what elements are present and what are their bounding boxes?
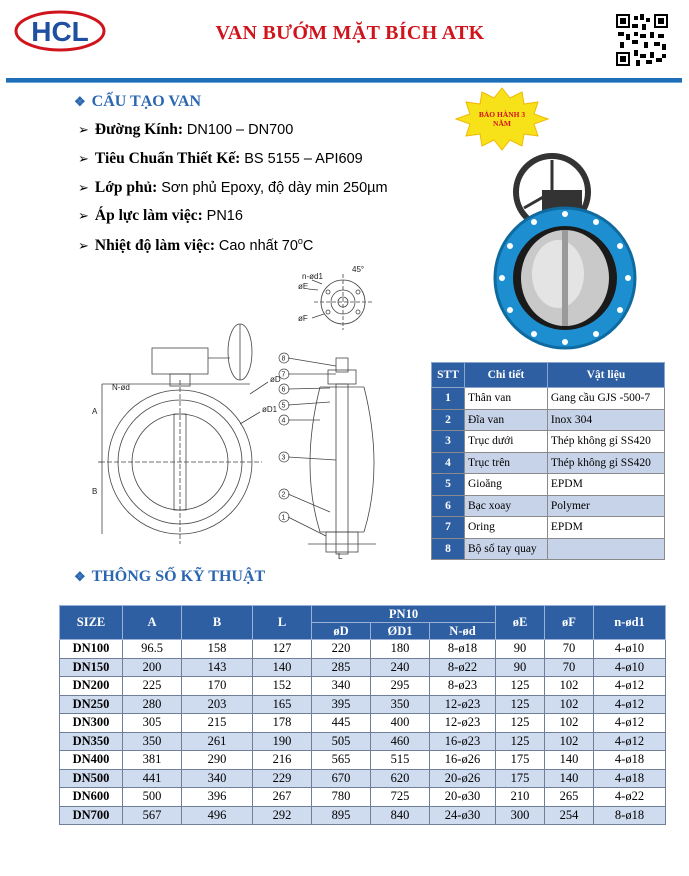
table-row: DN100 96.5 158 127 220 180 8-ø18 90 70 4-ø10 [60, 640, 666, 659]
specs-subheader-row: øD ØD1 N-ød [60, 623, 666, 640]
arrow-bullet-icon: ➢ [78, 122, 89, 137]
specs-table [59, 605, 666, 825]
warranty-badge [452, 86, 552, 152]
specs-header-row: SIZE A B L PN10 øE øF n-ød1 [60, 606, 666, 623]
qr-code-icon [616, 14, 668, 66]
parts-col-detail: Chi tiết [465, 363, 548, 388]
arrow-bullet-icon: ➢ [78, 208, 89, 223]
table-row: DN700 567 496 292 895 840 24-ø30 300 254 8-ø18 [60, 806, 666, 825]
table-row: DN250 280 203 165 395 350 12-ø23 125 102 4-ø12 [60, 695, 666, 714]
table-row: 3 Trục dưới Thép không gỉ SS420 [432, 431, 665, 453]
callout-8: 8 [281, 355, 286, 363]
technical-drawing [90, 262, 420, 562]
label-L: L [338, 552, 343, 561]
table-row: DN150 200 143 140 285 240 8-ø22 90 70 4-ø10 [60, 658, 666, 677]
label-oD1: øD1 [262, 405, 278, 414]
callout-6: 6 [281, 386, 286, 394]
parts-table [431, 362, 665, 560]
label-nod1: n-ød1 [302, 272, 323, 281]
callout-7: 7 [281, 371, 286, 379]
callout-4: 4 [281, 417, 286, 425]
logo-text: HCL [31, 16, 89, 47]
table-row: 8 Bộ số tay quay [432, 538, 665, 560]
arrow-bullet-icon: ➢ [78, 151, 89, 166]
page-title: VAN BƯỚM MẶT BÍCH ATK [215, 22, 485, 44]
spec-line-diameter: ➢ Đường Kính: DN100 – DN700 [78, 121, 294, 138]
table-row: 1 Thân van Gang cầu GJS -500-7 [432, 388, 665, 410]
table-row: DN300 305 215 178 445 400 12-ø23 125 102 4-ø12 [60, 714, 666, 733]
svg-text:BẢO HÀNH 3: BẢO HÀNH 3 [478, 110, 526, 119]
spec-line-temperature: ➢ Nhiệt độ làm việc: Cao nhất 70$^o$C [78, 236, 314, 254]
label-B: B [92, 487, 98, 496]
label-nod: N-ød [112, 383, 130, 392]
diamond-bullet-icon: ❖ [74, 569, 86, 584]
callout-1: 1 [281, 514, 286, 522]
company-logo [14, 10, 106, 52]
label-A: A [92, 407, 98, 416]
label-angle: 45° [352, 265, 365, 274]
parts-col-material: Vật liệu [547, 363, 664, 388]
valve-product-image [470, 150, 670, 350]
spec-line-coating: ➢ Lớp phủ: Sơn phủ Epoxy, độ dày min 250µm [78, 179, 388, 196]
header-divider-thin [6, 82, 682, 83]
table-row: 7 Oring EPDM [432, 517, 665, 539]
table-row: 6 Bạc xoay Polymer [432, 495, 665, 517]
arrow-bullet-icon: ➢ [78, 237, 89, 253]
table-row: DN600 500 396 267 780 725 20-ø30 210 265 4-ø22 [60, 788, 666, 807]
table-row: 2 Đĩa van Inox 304 [432, 409, 665, 431]
parts-col-stt: STT [432, 363, 465, 388]
table-row: DN400 381 290 216 565 515 16-ø26 175 140 4-ø18 [60, 751, 666, 770]
callout-2: 2 [281, 491, 286, 499]
svg-text:NĂM: NĂM [493, 119, 511, 128]
structure-heading: ❖ CẤU TẠO VAN [74, 93, 202, 110]
table-row: DN350 350 261 190 505 460 16-ø23 125 102 4-ø12 [60, 732, 666, 751]
parts-header-row [432, 363, 665, 388]
table-row: 5 Gioăng EPDM [432, 474, 665, 496]
spec-line-pressure: ➢ Áp lực làm việc: PN16 [78, 207, 243, 224]
spec-line-standard: ➢ Tiêu Chuẩn Thiết Kế: BS 5155 – API609 [78, 150, 363, 167]
specs-heading: ❖ THÔNG SỐ KỸ THUẬT [74, 568, 266, 585]
label-oF: øF [298, 314, 308, 323]
callout-3: 3 [281, 454, 286, 462]
table-row: 4 Trục trên Thép không gỉ SS420 [432, 452, 665, 474]
label-oD: øD [270, 375, 281, 384]
callout-5: 5 [281, 402, 286, 410]
table-row: DN500 441 340 229 670 620 20-ø26 175 140 4-ø18 [60, 769, 666, 788]
arrow-bullet-icon: ➢ [78, 180, 89, 195]
label-oE: øE [298, 282, 309, 291]
table-row: DN200 225 170 152 340 295 8-ø23 125 102 4-ø12 [60, 677, 666, 696]
diamond-bullet-icon: ❖ [74, 94, 86, 109]
